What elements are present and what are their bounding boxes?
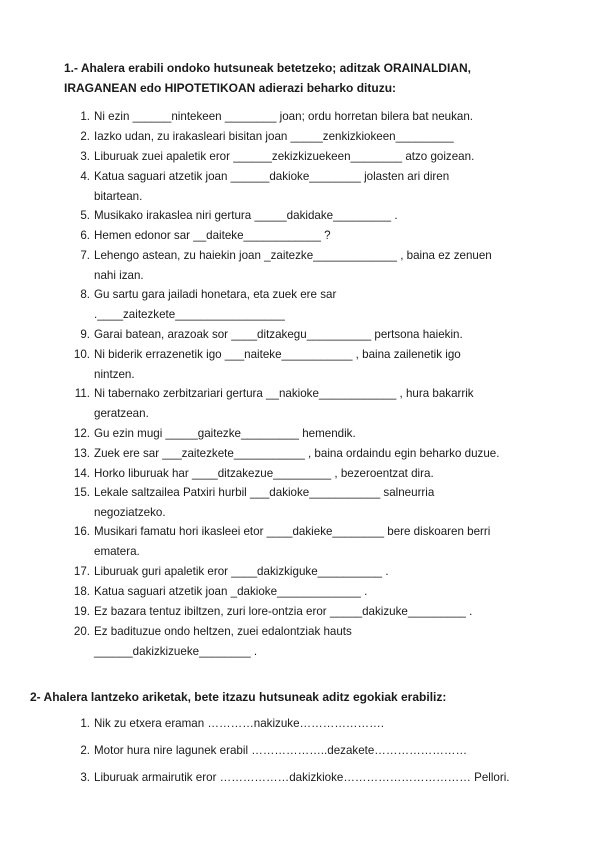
item-text-line: negoziatzeko. xyxy=(94,505,166,519)
section1-heading xyxy=(64,58,471,98)
item-number: 6. xyxy=(80,229,90,242)
item-text-line: nintzen. xyxy=(94,367,135,381)
item-text-line: Katua saguari atzetik joan ______dakioke________ jolasten ari diren xyxy=(94,170,450,183)
section1-heading-line1: 1.- Ahalera erabili ondoko hutsuneak betetzeko; aditzak ORAINALDIAN, xyxy=(64,61,471,75)
item-number: 3. xyxy=(80,771,90,784)
item-number: 19. xyxy=(73,605,90,618)
item-text-line: Hemen edonor sar __daiteke____________ ? xyxy=(94,229,331,242)
item-text-line: .____zaitezkete_________________ xyxy=(94,307,285,321)
item-text-line: ematera. xyxy=(94,544,140,558)
item-number: 8. xyxy=(80,288,90,301)
section1-heading-line2: IRAGANEAN edo HIPOTETIKOAN adierazi beharko dituzu: xyxy=(64,81,397,95)
item-text-line: Zuek ere sar ___zaitezkete___________ , baina ordaindu egin beharko duzue. xyxy=(94,447,500,460)
item-number: 18. xyxy=(73,585,90,598)
item-text-line: Lehengo astean, zu haiekin joan _zaitezke_____________ , baina ez zenuen xyxy=(94,249,492,262)
item-number: 10. xyxy=(73,348,90,361)
item-text-line: nahi izan. xyxy=(94,268,144,282)
item-text-line: Garai batean, arazoak sor ____ditzakegu__________ pertsona haiekin. xyxy=(94,328,463,341)
item-text-line: Ni tabernako zerbitzariari gertura __nakioke____________ , hura bakarrik xyxy=(94,387,474,400)
item-text-line: bitartean. xyxy=(94,189,143,203)
item-text-line: Motor hura nire lagunek erabil ………………..dezakete…………………… xyxy=(94,744,468,757)
item-number: 16. xyxy=(73,525,90,538)
item-text-line: ______dakizkizueke________ . xyxy=(94,644,258,658)
item-number: 2. xyxy=(80,744,90,757)
item-number: 17. xyxy=(73,565,90,578)
item-number: 14. xyxy=(73,467,90,480)
item-text-line: Horko liburuak har ____ditzakezue_________ , bezeroentzat dira. xyxy=(94,467,434,480)
item-number: 20. xyxy=(73,625,90,638)
item-text-line: Liburuak zuei apaletik eror ______zekizkizuekeen________ atzo goizean. xyxy=(94,150,475,163)
item-text-line: Katua saguari atzetik joan _dakioke_____________ . xyxy=(94,585,368,598)
item-text-line: Liburuak armairutik eror ………………dakizkioke…………………………… Pellori. xyxy=(94,771,510,784)
item-number: 9. xyxy=(80,328,90,341)
item-number: 5. xyxy=(80,209,90,222)
item-number: 1. xyxy=(80,717,90,730)
item-text-line: Nik zu etxera eraman …………nakizuke…………………. xyxy=(94,717,384,730)
item-text-line: Ni ezin ______nintekeen ________ joan; ordu horretan bilera bat neukan. xyxy=(94,110,474,123)
item-text-line: Lekale saltzailea Patxiri hurbil ___dakioke___________ salneurria xyxy=(94,486,435,499)
item-text-line: Musikako irakaslea niri gertura _____dakidake_________ . xyxy=(94,209,398,222)
item-text-line: Musikari famatu hori ikasleei etor ____dakieke________ bere diskoaren berri xyxy=(94,525,491,538)
item-text-line: Ni biderik errazenetik igo ___naiteke___________ , baina zailenetik igo xyxy=(94,348,461,361)
item-text-line: Iazko udan, zu irakasleari bisitan joan _____zenkizkiokeen_________ xyxy=(94,130,454,143)
item-number: 2. xyxy=(80,130,90,143)
item-number: 12. xyxy=(73,427,90,440)
item-number: 4. xyxy=(80,170,90,183)
item-text-line: Gu ezin mugi _____gaitezke_________ hemendik. xyxy=(94,427,356,440)
item-number: 1. xyxy=(80,110,90,123)
item-text-line: Liburuak guri apaletik eror ____dakizkiguke__________ . xyxy=(94,565,389,578)
item-number: 7. xyxy=(80,249,90,262)
item-text-line: Gu sartu gara jailadi honetara, eta zuek ere sar xyxy=(94,288,337,301)
item-text-line: Ez badituzue ondo heltzen, zuei edalontziak hauts xyxy=(94,625,352,638)
item-text-line: geratzean. xyxy=(94,406,149,420)
item-number: 15. xyxy=(73,486,90,499)
item-number: 3. xyxy=(80,150,90,163)
section2-heading: 2- Ahalera lantzeko ariketak, bete itzazu hutsuneak aditz egokiak erabiliz: xyxy=(30,690,447,704)
item-number: 11. xyxy=(74,387,90,400)
item-text-line: Ez bazara tentuz ibiltzen, zuri lore-ontzia eror _____dakizuke_________ . xyxy=(94,605,473,618)
item-number: 13. xyxy=(73,447,90,460)
